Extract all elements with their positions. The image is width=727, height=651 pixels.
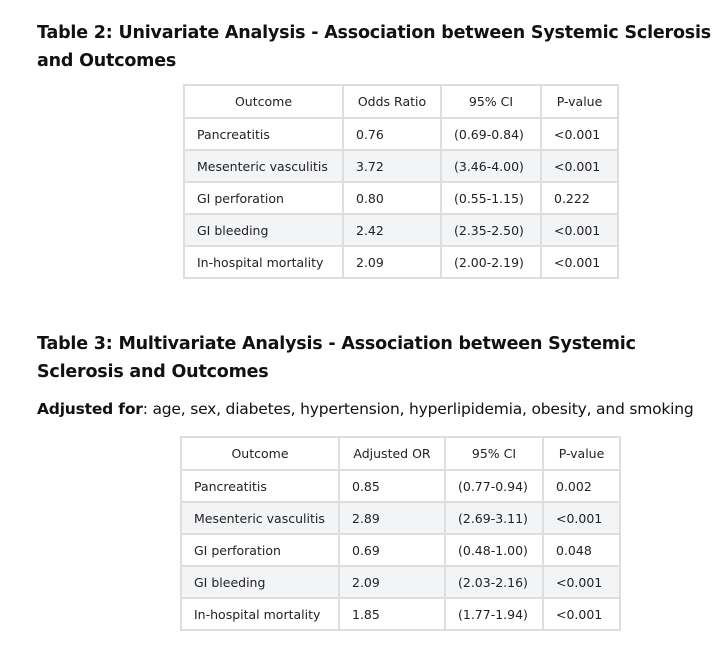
table-cell-p-value: <0.001 bbox=[541, 118, 618, 150]
table-cell-odds-ratio: 3.72 bbox=[343, 150, 441, 182]
table2-title: Table 2: Univariate Analysis - Association between Systemic Sclerosis and Outcomes bbox=[37, 23, 712, 71]
table-row bbox=[181, 598, 620, 630]
table-cell-p-value: <0.001 bbox=[543, 502, 620, 534]
table-cell-ci: (2.03-2.16) bbox=[445, 566, 543, 598]
table-row bbox=[184, 150, 618, 182]
table-cell-outcome: Mesenteric vasculitis bbox=[181, 502, 339, 534]
table-cell-ci: (0.48-1.00) bbox=[445, 534, 543, 566]
table3-header-row bbox=[181, 437, 620, 470]
adjusted-for-text: : age, sex, diabetes, hypertension, hyperlipidemia, obesity, and smoking bbox=[142, 400, 694, 418]
table-row bbox=[184, 182, 618, 214]
table-cell-adjusted-or: 0.69 bbox=[339, 534, 445, 566]
table2-header-p-value: P-value bbox=[541, 85, 618, 118]
table-cell-outcome: GI bleeding bbox=[184, 214, 343, 246]
table-row bbox=[181, 470, 620, 502]
table-cell-p-value: 0.048 bbox=[543, 534, 620, 566]
table-cell-outcome: In-hospital mortality bbox=[184, 246, 343, 278]
table-cell-outcome: Mesenteric vasculitis bbox=[184, 150, 343, 182]
table-cell-odds-ratio: 0.76 bbox=[343, 118, 441, 150]
table-cell-ci: (3.46-4.00) bbox=[441, 150, 541, 182]
table2 bbox=[183, 84, 619, 279]
table2-header-ci: 95% CI bbox=[441, 85, 541, 118]
table-cell-outcome: GI perforation bbox=[181, 534, 339, 566]
table2-header-odds-ratio: Odds Ratio bbox=[343, 85, 441, 118]
table-cell-p-value: 0.002 bbox=[543, 470, 620, 502]
table-row bbox=[181, 502, 620, 534]
table-cell-ci: (0.55-1.15) bbox=[441, 182, 541, 214]
table-row bbox=[184, 214, 618, 246]
table-cell-adjusted-or: 2.09 bbox=[339, 566, 445, 598]
table-cell-ci: (1.77-1.94) bbox=[445, 598, 543, 630]
table-cell-outcome: GI bleeding bbox=[181, 566, 339, 598]
table-cell-odds-ratio: 2.42 bbox=[343, 214, 441, 246]
table-cell-outcome: GI perforation bbox=[184, 182, 343, 214]
table2-header-outcome: Outcome bbox=[184, 85, 343, 118]
table-cell-adjusted-or: 2.89 bbox=[339, 502, 445, 534]
table-cell-p-value: 0.222 bbox=[541, 182, 618, 214]
table3-header-outcome: Outcome bbox=[181, 437, 339, 470]
table-cell-adjusted-or: 1.85 bbox=[339, 598, 445, 630]
table-cell-p-value: <0.001 bbox=[543, 598, 620, 630]
table3 bbox=[180, 436, 621, 631]
adjusted-for-note bbox=[37, 397, 694, 421]
table-cell-ci: (2.35-2.50) bbox=[441, 214, 541, 246]
table-cell-adjusted-or: 0.85 bbox=[339, 470, 445, 502]
table-cell-p-value: <0.001 bbox=[541, 214, 618, 246]
table-cell-p-value: <0.001 bbox=[541, 150, 618, 182]
table-cell-ci: (2.00-2.19) bbox=[441, 246, 541, 278]
table-row bbox=[181, 566, 620, 598]
table-row bbox=[184, 246, 618, 278]
table-cell-ci: (2.69-3.11) bbox=[445, 502, 543, 534]
table3-header-adjusted-or: Adjusted OR bbox=[339, 437, 445, 470]
table-cell-outcome: Pancreatitis bbox=[184, 118, 343, 150]
table-cell-outcome: In-hospital mortality bbox=[181, 598, 339, 630]
table-cell-p-value: <0.001 bbox=[541, 246, 618, 278]
table-cell-odds-ratio: 0.80 bbox=[343, 182, 441, 214]
table3-title: Table 3: Multivariate Analysis - Association between Systemic Sclerosis and Outcomes bbox=[37, 334, 636, 382]
table-cell-outcome: Pancreatitis bbox=[181, 470, 339, 502]
adjusted-for-label: Adjusted for bbox=[37, 400, 143, 418]
table-cell-ci: (0.69-0.84) bbox=[441, 118, 541, 150]
table-cell-ci: (0.77-0.94) bbox=[445, 470, 543, 502]
table3-header-p-value: P-value bbox=[543, 437, 620, 470]
table3-header-ci: 95% CI bbox=[445, 437, 543, 470]
table-row bbox=[181, 534, 620, 566]
table-cell-p-value: <0.001 bbox=[543, 566, 620, 598]
table2-header-row bbox=[184, 85, 618, 118]
table-cell-odds-ratio: 2.09 bbox=[343, 246, 441, 278]
table-row bbox=[184, 118, 618, 150]
